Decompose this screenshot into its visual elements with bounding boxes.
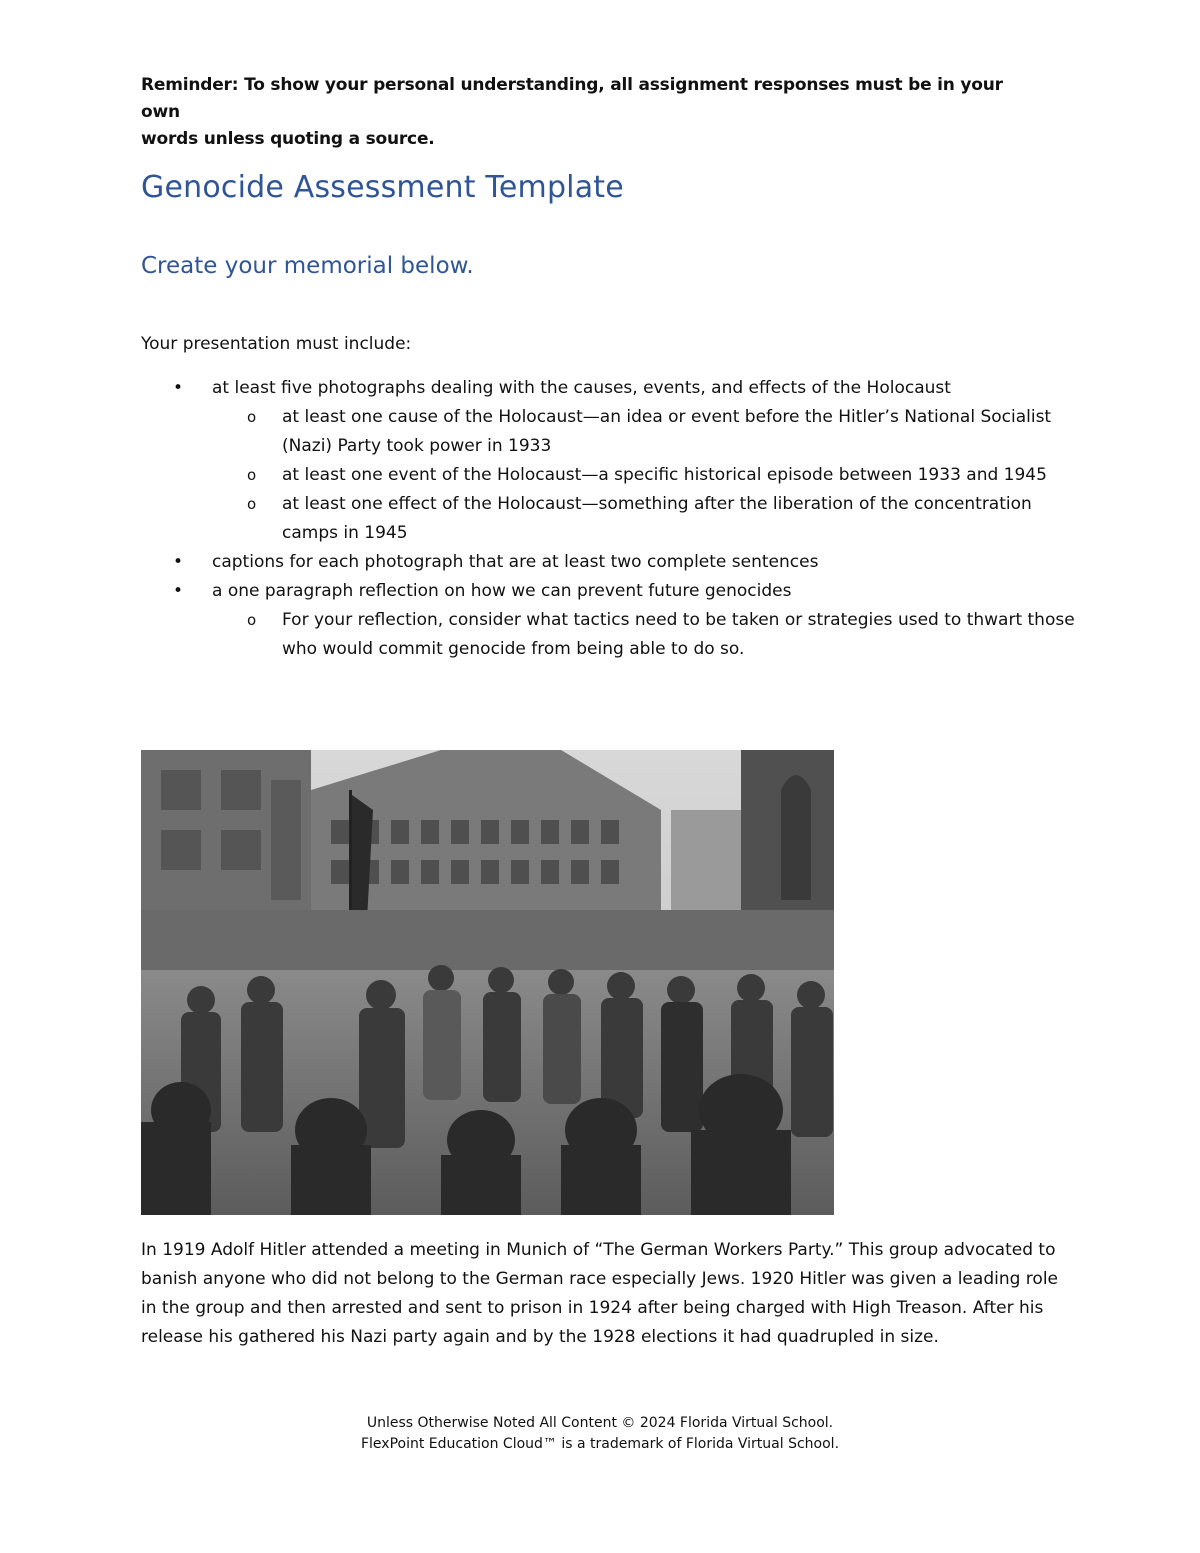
sub-list-item-text: For your reflection, consider what tactics need to be taken or strategies used to thwart those who would commit genocide from being able to do so. [282, 610, 1075, 659]
sub-list-item [141, 490, 1081, 548]
sub-bullet-icon: o [247, 466, 257, 484]
bullet-icon: • [173, 378, 184, 398]
list-item [141, 577, 1081, 606]
bullet-icon: • [173, 581, 184, 601]
sub-list-item [141, 606, 1081, 664]
reminder-note [141, 72, 1041, 153]
list-item [141, 548, 1081, 577]
page-title: Genocide Assessment Template [141, 170, 624, 205]
bullet-icon: • [173, 552, 184, 572]
sub-list-item [141, 461, 1081, 490]
requirements-intro: Your presentation must include: [141, 334, 412, 354]
footer-copyright: Unless Otherwise Noted All Content © 2024 Florida Virtual School. [366, 1415, 834, 1431]
sub-bullet-icon: o [247, 611, 257, 629]
photo-caption: In 1919 Adolf Hitler attended a meeting in Munich of “The German Workers Party.” This group advocated to banish anyone who did not belong to the German race especially Jews. 1920 Hitler was given a leading role in the group and then arrested and sent to prison in 1924 after being charged with High Treason. After his release his gathered his Nazi party again and by the 1928 elections it had quadrupled in size. [141, 1240, 1058, 1347]
requirements-list [141, 374, 1081, 664]
sub-list-item [141, 403, 1081, 461]
reminder-line-1: Reminder: To show your personal understanding, all assignment responses must be in your own [141, 75, 1003, 122]
sub-bullet-icon: o [247, 408, 257, 426]
sub-list-item-text: at least one effect of the Holocaust—something after the liberation of the concentration camps in 1945 [282, 494, 1032, 543]
list-item [141, 374, 1081, 403]
list-item-text: captions for each photograph that are at least two complete sentences [212, 552, 819, 572]
list-item-text: a one paragraph reflection on how we can prevent future genocides [212, 581, 792, 601]
reminder-line-2: words unless quoting a source. [141, 129, 435, 149]
footer-trademark: FlexPoint Education Cloud™ is a trademark of Florida Virtual School. [360, 1436, 840, 1452]
historical-photograph [141, 750, 834, 1215]
sub-list-item-text: at least one event of the Holocaust—a specific historical episode between 1933 and 1945 [282, 465, 1047, 485]
list-item-text: at least five photographs dealing with the causes, events, and effects of the Holocaust [212, 378, 951, 398]
sub-bullet-icon: o [247, 495, 257, 513]
page-subtitle: Create your memorial below. [141, 253, 474, 279]
page-footer [0, 1413, 1200, 1455]
sub-list-item-text: at least one cause of the Holocaust—an idea or event before the Hitler’s National Socialist (Nazi) Party took power in 1933 [282, 407, 1052, 456]
